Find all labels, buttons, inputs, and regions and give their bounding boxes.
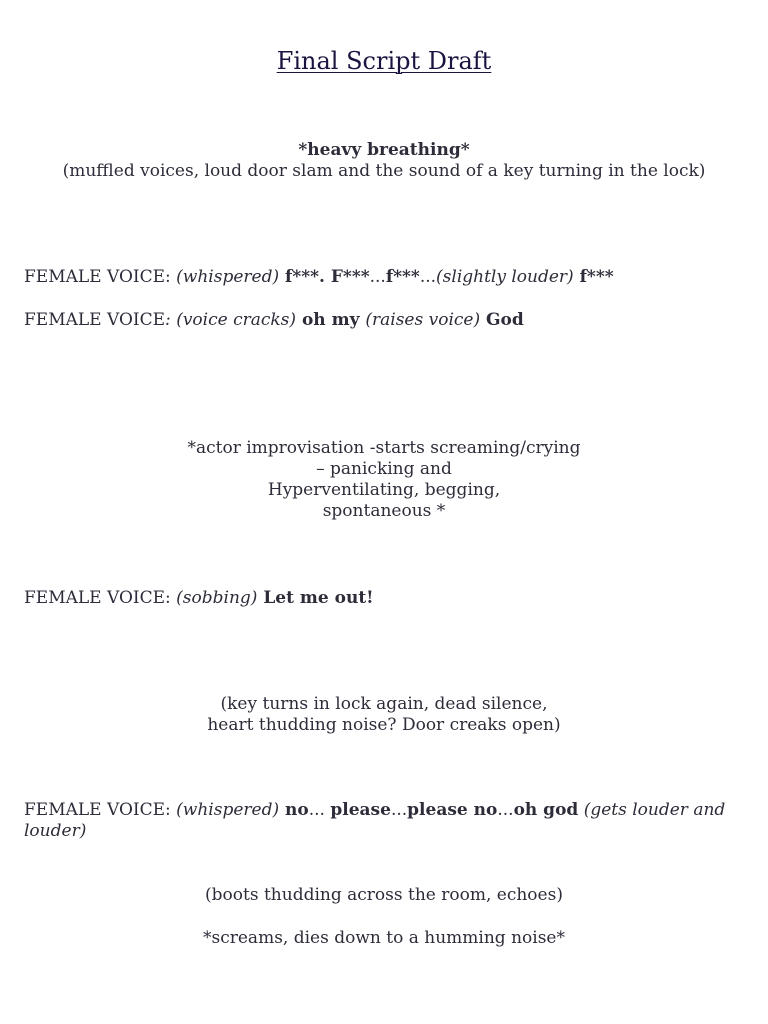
dialogue-text: oh god: [513, 800, 579, 820]
dialogue-text: f***: [573, 267, 614, 287]
dialogue-text: God: [480, 310, 524, 330]
dialogue-line-1: [24, 267, 724, 288]
dialogue-ellipsis: ...: [419, 267, 437, 287]
improv-line: *actor improvisation -starts screaming/crying: [187, 438, 581, 458]
sfx-line: (key turns in lock again, dead silence,: [220, 694, 548, 714]
dialogue-line-2: [24, 310, 724, 331]
dialogue-text: no: [279, 800, 309, 820]
dialogue-text: f***. F***: [279, 267, 370, 287]
stage-direction: (raises voice): [365, 310, 481, 330]
intro-sfx-description: (muffled voices, loud door slam and the sound of a key turning in the lock): [62, 161, 706, 181]
speaker-colon: :: [165, 310, 177, 330]
speaker-label: FEMALE VOICE:: [24, 800, 177, 820]
sfx-line: heart thudding noise? Door creaks open): [207, 715, 561, 735]
stage-direction: (whispered): [176, 267, 280, 287]
speaker-label: FEMALE VOICE: [24, 310, 166, 330]
dialogue-text: f***: [385, 267, 420, 287]
sfx-door-open: [0, 694, 768, 736]
improv-direction: [0, 438, 768, 522]
dialogue-ellipsis: ...: [390, 800, 408, 820]
speaker-label: FEMALE VOICE:: [24, 588, 177, 608]
dialogue-ellipsis: ...: [369, 267, 386, 287]
improv-line: Hyperventilating, begging,: [267, 480, 501, 500]
dialogue-text: please no: [407, 800, 498, 820]
dialogue-text: oh my: [296, 310, 366, 330]
heavy-breathing-text: *heavy breathing*: [298, 140, 470, 160]
improv-line: spontaneous *: [322, 501, 446, 521]
dialogue-ellipsis: ...: [308, 800, 331, 820]
improv-line: – panicking and: [316, 459, 452, 479]
stage-direction: (slightly louder): [436, 267, 574, 287]
stage-direction: (whispered): [176, 800, 280, 820]
sfx-screams: *screams, dies down to a humming noise*: [203, 928, 565, 948]
speaker-label: FEMALE VOICE:: [24, 267, 177, 287]
stage-direction: (sobbing): [176, 588, 258, 608]
page-title: Final Script Draft: [276, 47, 492, 75]
dialogue-line-4: [24, 800, 744, 842]
stage-direction: louder): [24, 821, 87, 841]
dialogue-ellipsis: ...: [497, 800, 514, 820]
dialogue-text: please: [330, 800, 391, 820]
stage-direction: (voice cracks): [176, 310, 297, 330]
dialogue-line-3: [24, 588, 724, 609]
stage-direction: (gets louder and: [578, 800, 726, 820]
intro-sfx: [0, 140, 768, 182]
sfx-boots: (boots thudding across the room, echoes): [205, 885, 563, 905]
dialogue-text: Let me out!: [257, 588, 374, 608]
